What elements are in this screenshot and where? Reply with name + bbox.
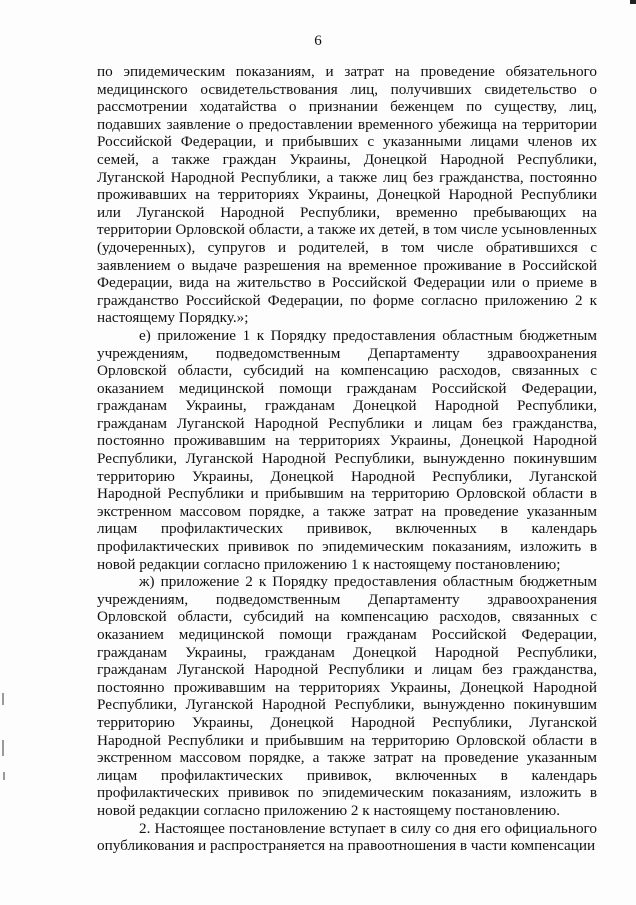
document-body xyxy=(97,63,597,855)
scan-artifact-mark xyxy=(2,693,4,705)
page-number: 6 xyxy=(314,33,322,49)
scan-corner-mark xyxy=(630,0,636,4)
paragraph-continuation: по эпидемическим показаниям, и затрат на проведение обязательного медицинского освидетельствования лиц, получивших свидетельство о рассмотрении ходатайства о признании беженцем по существу, лиц, подавших заявление о предоставлении временного убежища на территории Российской Федерации, и прибывших с указанными лицами членов их семей, а также граждан Украины, Донецкой Народной Республики, Луганской Народной Республики, а также лиц без гражданства, постоянно проживавших на территориях Украины, Донецкой Народной Республики или Луганской Народной Республики, временно пребывающих на территории Орловской области, а также их детей, в том числе усыновленных (удочеренных), супругов и родителей, в том числе обратившихся с заявлением о выдаче разрешения на временное проживание в Российской Федерации, вида на жительство в Российской Федерации или о приеме в гражданство Российской Федерации, по форме согласно приложению 2 к настоящему Порядку.»; xyxy=(97,63,597,327)
paragraph-clause-2: 2. Настоящее постановление вступает в силу со дня его официального опубликования и распространяется на правоотношения в части компенсации xyxy=(97,819,597,855)
scan-artifact-mark xyxy=(2,740,4,756)
paragraph-item-e: е) приложение 1 к Порядку предоставления областным бюджетным учреждениям, подведомственным Департаменту здравоохранения Орловской области, субсидий на компенсацию расходов, связанных с оказанием медицинской помощи гражданам Российской Федерации, гражданам Украины, гражданам Донецкой Народной Республики, гражданам Луганской Народной Республики и лицам без гражданства, постоянно проживавшим на территориях Украины, Донецкой Народной Республики, Луганской Народной Республики, вынужденно покинувшим территорию Украины, Донецкой Народной Республики, Луганской Народной Республики и прибывшим на территорию Орловской области в экстренном массовом порядке, а также затрат на проведение указанным лицам профилактических прививок, включенных в календарь профилактических прививок по эпидемическим показаниям, изложить в новой редакции согласно приложению 1 к настоящему постановлению; xyxy=(97,326,597,573)
paragraph-item-zh: ж) приложение 2 к Порядку предоставления областным бюджетным учреждениям, подведомственным Департаменту здравоохранения Орловской области, субсидий на компенсацию расходов, связанных с оказанием медицинской помощи гражданам Российской Федерации, гражданам Украины, гражданам Донецкой Народной Республики, гражданам Луганской Народной Республики и лицам без гражданства, постоянно проживавшим на территориях Украины, Донецкой Народной Республики, Луганской Народной Республики, вынужденно покинувшим территорию Украины, Донецкой Народной Республики, Луганской Народной Республики и прибывшим на территорию Орловской области в экстренном массовом порядке, а также затрат на проведение указанным лицам профилактических прививок, включенных в календарь профилактических прививок по эпидемическим показаниям, изложить в новой редакции согласно приложению 2 к настоящему постановлению. xyxy=(97,573,597,819)
scan-artifact-mark xyxy=(3,772,5,780)
